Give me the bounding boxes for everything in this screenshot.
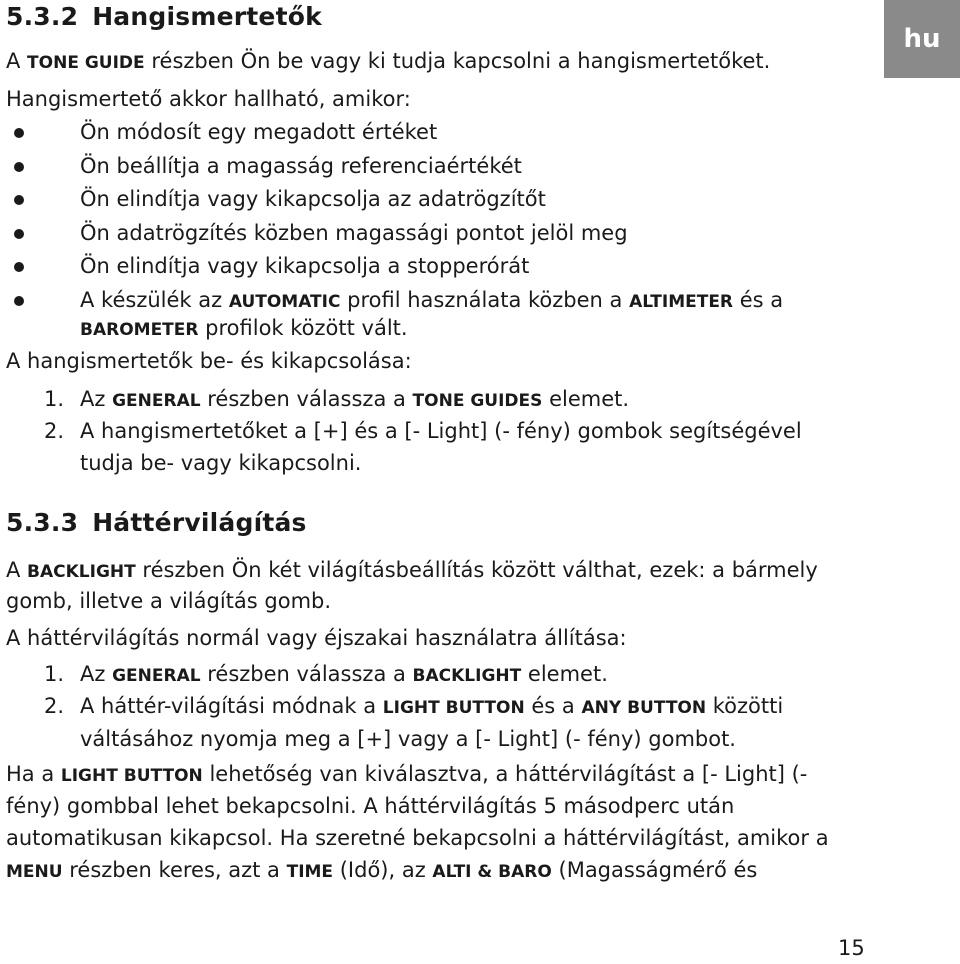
keyword-time: TIME (286, 862, 334, 882)
text: részben keres, azt a (62, 858, 287, 882)
text: és a (524, 694, 582, 718)
bullet-item: Ön elindítja vagy kikapcsolja az adatrögzítőt (80, 187, 546, 211)
backlight-intro-continuation: gomb, illetve a világítás gomb. (6, 589, 332, 613)
text: profilok között vált. (198, 316, 408, 340)
section-heading-backlight (6, 508, 307, 537)
bullet-item: Ön módosít egy megadott értéket (80, 120, 438, 144)
bullet-marker (14, 128, 24, 138)
keyword-backlight: BACKLIGHT (412, 666, 522, 686)
keyword-backlight: BACKLIGHT (27, 562, 136, 582)
step-text (80, 384, 629, 416)
section-number: 5.3.3 (6, 508, 79, 537)
step-number: 2. (44, 694, 65, 718)
text: profil használata közben a (340, 288, 630, 312)
backlight-paragraph-line (6, 855, 757, 887)
tone-guide-lead: Hangismertető akkor hallható, amikor: (6, 87, 411, 111)
keyword-menu: MENU (6, 862, 63, 882)
keyword-tone-guide: TONE GUIDE (27, 53, 145, 73)
keyword-alti-baro: ALTI & BARO (432, 862, 552, 882)
step-text: A hangismertetőket a [+] és a [- Light] (- fény) gombok segítségével (80, 419, 802, 443)
tone-guide-intro (6, 46, 770, 78)
tone-guides-steps-intro: A hangismertetők be- és kikapcsolása: (6, 349, 412, 373)
text: A háttér-világítási módnak a (80, 694, 383, 718)
keyword-any-button: ANY BUTTON (581, 698, 707, 718)
text: A (6, 49, 28, 73)
bullet-item: Ön elindítja vagy kikapcsolja a stopperórát (80, 254, 530, 278)
backlight-paragraph-line: automatikusan kikapcsol. Ha szeretné bekapcsolni a háttérvilágítást, amikor a (6, 826, 829, 850)
text: A (6, 558, 28, 582)
language-tab: hu (884, 0, 960, 78)
text: részben Ön be vagy ki tudja kapcsolni a hangismertetőket. (144, 49, 771, 73)
keyword-automatic: AUTOMATIC (228, 292, 341, 312)
step-number: 1. (44, 387, 65, 411)
keyword-general: GENERAL (112, 666, 201, 686)
step-number: 2. (44, 419, 65, 443)
bullet-item: Ön adatrögzítés közben magassági pontot jelöl meg (80, 221, 628, 245)
text: Az (80, 662, 113, 686)
bullet-marker (14, 162, 24, 172)
text: és a (733, 288, 784, 312)
section-title: Háttérvilágítás (92, 508, 307, 537)
section-heading-tone-guides (6, 2, 322, 31)
section-number: 5.3.2 (6, 2, 79, 31)
page-number: 15 (838, 936, 865, 960)
keyword-light-button: LIGHT BUTTON (60, 766, 203, 786)
keyword-general: GENERAL (112, 391, 201, 411)
step-number: 1. (44, 662, 65, 686)
text: (Idő), az (333, 858, 433, 882)
keyword-light-button: LIGHT BUTTON (382, 698, 525, 718)
text: elemet. (521, 662, 608, 686)
text: részben válassza a (200, 387, 413, 411)
bullet-item-continuation (80, 313, 408, 345)
text: A készülék az (80, 288, 229, 312)
text: (Magasságmérő és (551, 858, 758, 882)
keyword-tone-guides: TONE GUIDES (412, 391, 543, 411)
bullet-marker (14, 195, 24, 205)
backlight-intro (6, 555, 818, 587)
text: részben válassza a (200, 662, 413, 686)
backlight-paragraph-line: fény) gombbal lehet bekapcsolni. A háttérvilágítás 5 másodperc után (6, 794, 735, 818)
step-text-continuation: tudja be- vagy kikapcsolni. (80, 451, 362, 475)
step-text-continuation: váltásához nyomja meg a [+] vagy a [- Light] (- fény) gombot. (80, 727, 736, 751)
bullet-marker (14, 229, 24, 239)
text: részben Ön két világításbeállítás között válthat, ezek: a bármely (135, 558, 818, 582)
text: Ha a (6, 762, 61, 786)
backlight-steps-intro: A háttérvilágítás normál vagy éjszakai használatra állítása: (6, 626, 627, 650)
text: lehetőség van kiválasztva, a háttérvilágítást a [- Light] (- (202, 762, 808, 786)
bullet-marker (14, 296, 24, 306)
step-text (80, 691, 783, 723)
step-text (80, 659, 608, 691)
text: közötti (706, 694, 784, 718)
bullet-item: Ön beállítja a magasság referenciaértékét (80, 154, 522, 178)
bullet-marker (14, 262, 24, 272)
keyword-barometer: BAROMETER (80, 320, 199, 340)
keyword-altimeter: ALTIMETER (629, 292, 734, 312)
backlight-paragraph-line (6, 759, 807, 791)
text: Az (80, 387, 113, 411)
section-title: Hangismertetők (92, 2, 322, 31)
text: elemet. (542, 387, 630, 411)
